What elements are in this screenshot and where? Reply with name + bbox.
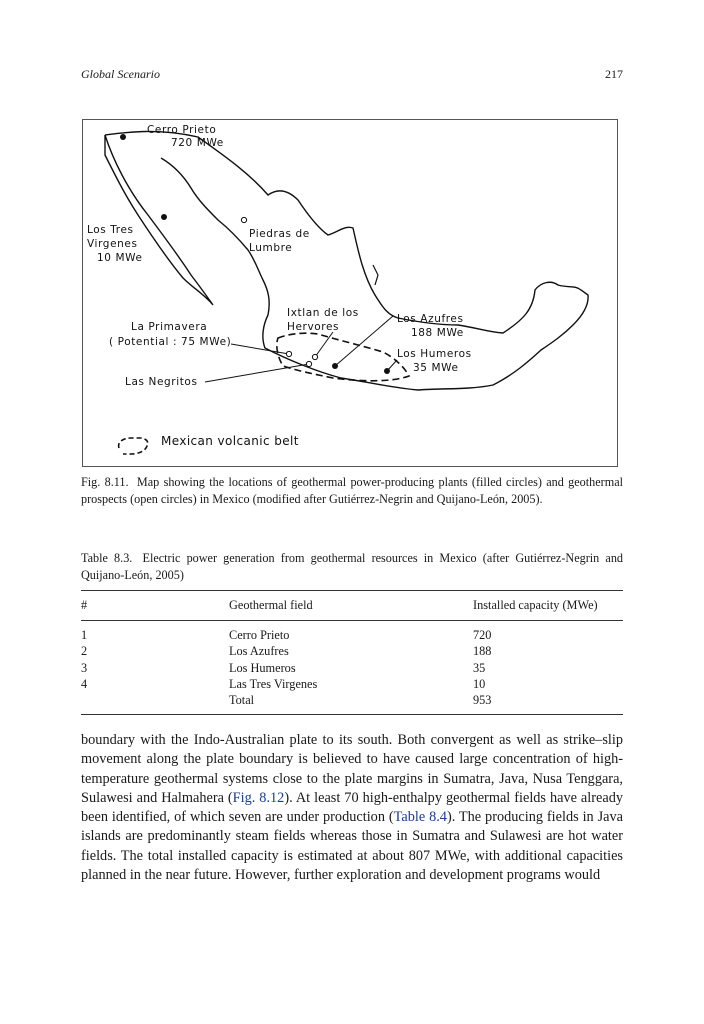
plant-cerro-prieto-marker: [120, 134, 126, 140]
mexico-map-drawing: [83, 120, 619, 468]
label-los-humeros: Los Humeros: [397, 348, 472, 360]
row-number: 3: [81, 660, 88, 675]
table-total-row: [81, 692, 623, 715]
table-caption-text: Electric power generation from geothermal resources in Mexico (after Gutiérrez-Negrin and Quijano-León, 2005): [81, 551, 624, 582]
row-field: Las Tres Virgenes: [229, 676, 318, 691]
table-row: [81, 660, 623, 676]
label-piedras-de-lumbre-2: Lumbre: [249, 242, 293, 254]
figure-map-mexico: [82, 119, 618, 467]
legend-label: Mexican volcanic belt: [161, 434, 299, 448]
running-header: Global Scenario: [81, 67, 160, 81]
table-row: [81, 676, 623, 692]
plant-los-tres-virgenes-marker: [161, 214, 167, 220]
label-los-azufres-capacity: 188 MWe: [411, 327, 464, 339]
row-capacity: 188: [473, 644, 492, 659]
leader-la-primavera: [231, 344, 289, 354]
row-capacity: 35: [473, 660, 486, 675]
label-los-tres-virgenes-3: 10 MWe: [97, 252, 143, 264]
prospect-las-negritos-marker: [306, 361, 311, 366]
prospect-piedras-de-lumbre-marker: [241, 217, 246, 222]
table-link[interactable]: Table 8.4: [393, 809, 447, 826]
row-capacity: 10: [473, 676, 486, 691]
prospect-la-primavera-marker: [286, 351, 291, 356]
prospect-ixtlan-marker: [312, 354, 317, 359]
label-la-primavera: La Primavera: [131, 321, 208, 333]
label-los-tres-virgenes-2: Virgenes: [87, 238, 138, 250]
label-la-primavera-potential: ( Potential : 75 MWe): [109, 336, 232, 348]
body-text-part2: ). At least 70 high-enthalpy geothermal fields have already been identified, of which seven are under production (: [81, 789, 624, 826]
row-field: Cerro Prieto: [229, 628, 290, 642]
mainland-outline: [105, 131, 588, 390]
plant-los-azufres-marker: [332, 363, 338, 369]
label-los-azufres: Los Azufres: [397, 313, 464, 325]
label-los-tres-virgenes-1: Los Tres: [87, 224, 134, 236]
row-number: [81, 692, 229, 715]
label-piedras-de-lumbre-1: Piedras de: [249, 228, 310, 240]
row-number: 2: [81, 644, 88, 659]
row-field: Los Humeros: [229, 660, 296, 675]
label-las-negritos: Las Negritos: [125, 376, 198, 388]
label-ixtlan-1: Ixtlan de los: [287, 307, 359, 319]
table-caption-number: Table 8.3.: [81, 551, 133, 565]
volcanic-belt-outline: [277, 333, 409, 381]
row-number: 4: [81, 676, 88, 691]
baja-outline: [105, 135, 213, 305]
geothermal-table: [81, 590, 623, 715]
figure-caption-text: Map showing the locations of geothermal power-producing plants (filled circles) and geothermal prospects (open circles) in Mexico (modified after Gutiérrez-Negrin and Quijano-León, 2005).: [81, 475, 623, 506]
table-row: [81, 621, 623, 644]
label-ixtlan-2: Hervores: [287, 321, 340, 333]
label-los-humeros-capacity: 35 MWe: [413, 362, 459, 374]
header-field: Geothermal field: [229, 591, 473, 621]
plant-los-humeros-marker: [384, 368, 390, 374]
figure-link[interactable]: Fig. 8.12: [232, 789, 285, 806]
label-cerro-prieto: Cerro Prieto: [147, 124, 217, 136]
coastline-detail: [373, 265, 378, 285]
row-number: 1: [81, 628, 88, 642]
header-capacity: Installed capacity (MWe): [473, 591, 623, 621]
row-capacity: 953: [473, 692, 623, 715]
figure-caption-number: Fig. 8.11.: [81, 475, 129, 489]
body-text-part1: boundary with the Indo-Australian plate to its south. Both convergent as well as strike–slip movement along the plate boundary is believed to have caused large concentration of high-temperature geothermal systems close to the plate margins in Sumatra, Java, Nusa Tenggara, Sulawesi and Halmahera (: [81, 732, 623, 806]
table-caption: [81, 550, 623, 584]
leader-las-negritos: [205, 364, 309, 382]
table-row: [81, 643, 623, 659]
header-number: #: [81, 591, 229, 621]
page-number: 217: [605, 67, 623, 81]
label-cerro-prieto-capacity: 720 MWe: [171, 137, 224, 149]
table-header-row: [81, 591, 623, 621]
row-capacity: 720: [473, 628, 492, 642]
figure-caption: [81, 474, 623, 508]
body-text-part3: ). The producing fields in Java islands are predominantly steam fields whereas those in Sumatra and Sulawesi are hot water fields. The total installed capacity is estimated at about 807 MWe, with additional capacities planned in the near future. However, further exploration and development programs would: [81, 809, 623, 884]
row-field: Los Azufres: [229, 644, 289, 659]
body-paragraph: [81, 731, 623, 885]
legend-belt-symbol: [119, 438, 148, 454]
row-field: Total: [229, 692, 473, 715]
